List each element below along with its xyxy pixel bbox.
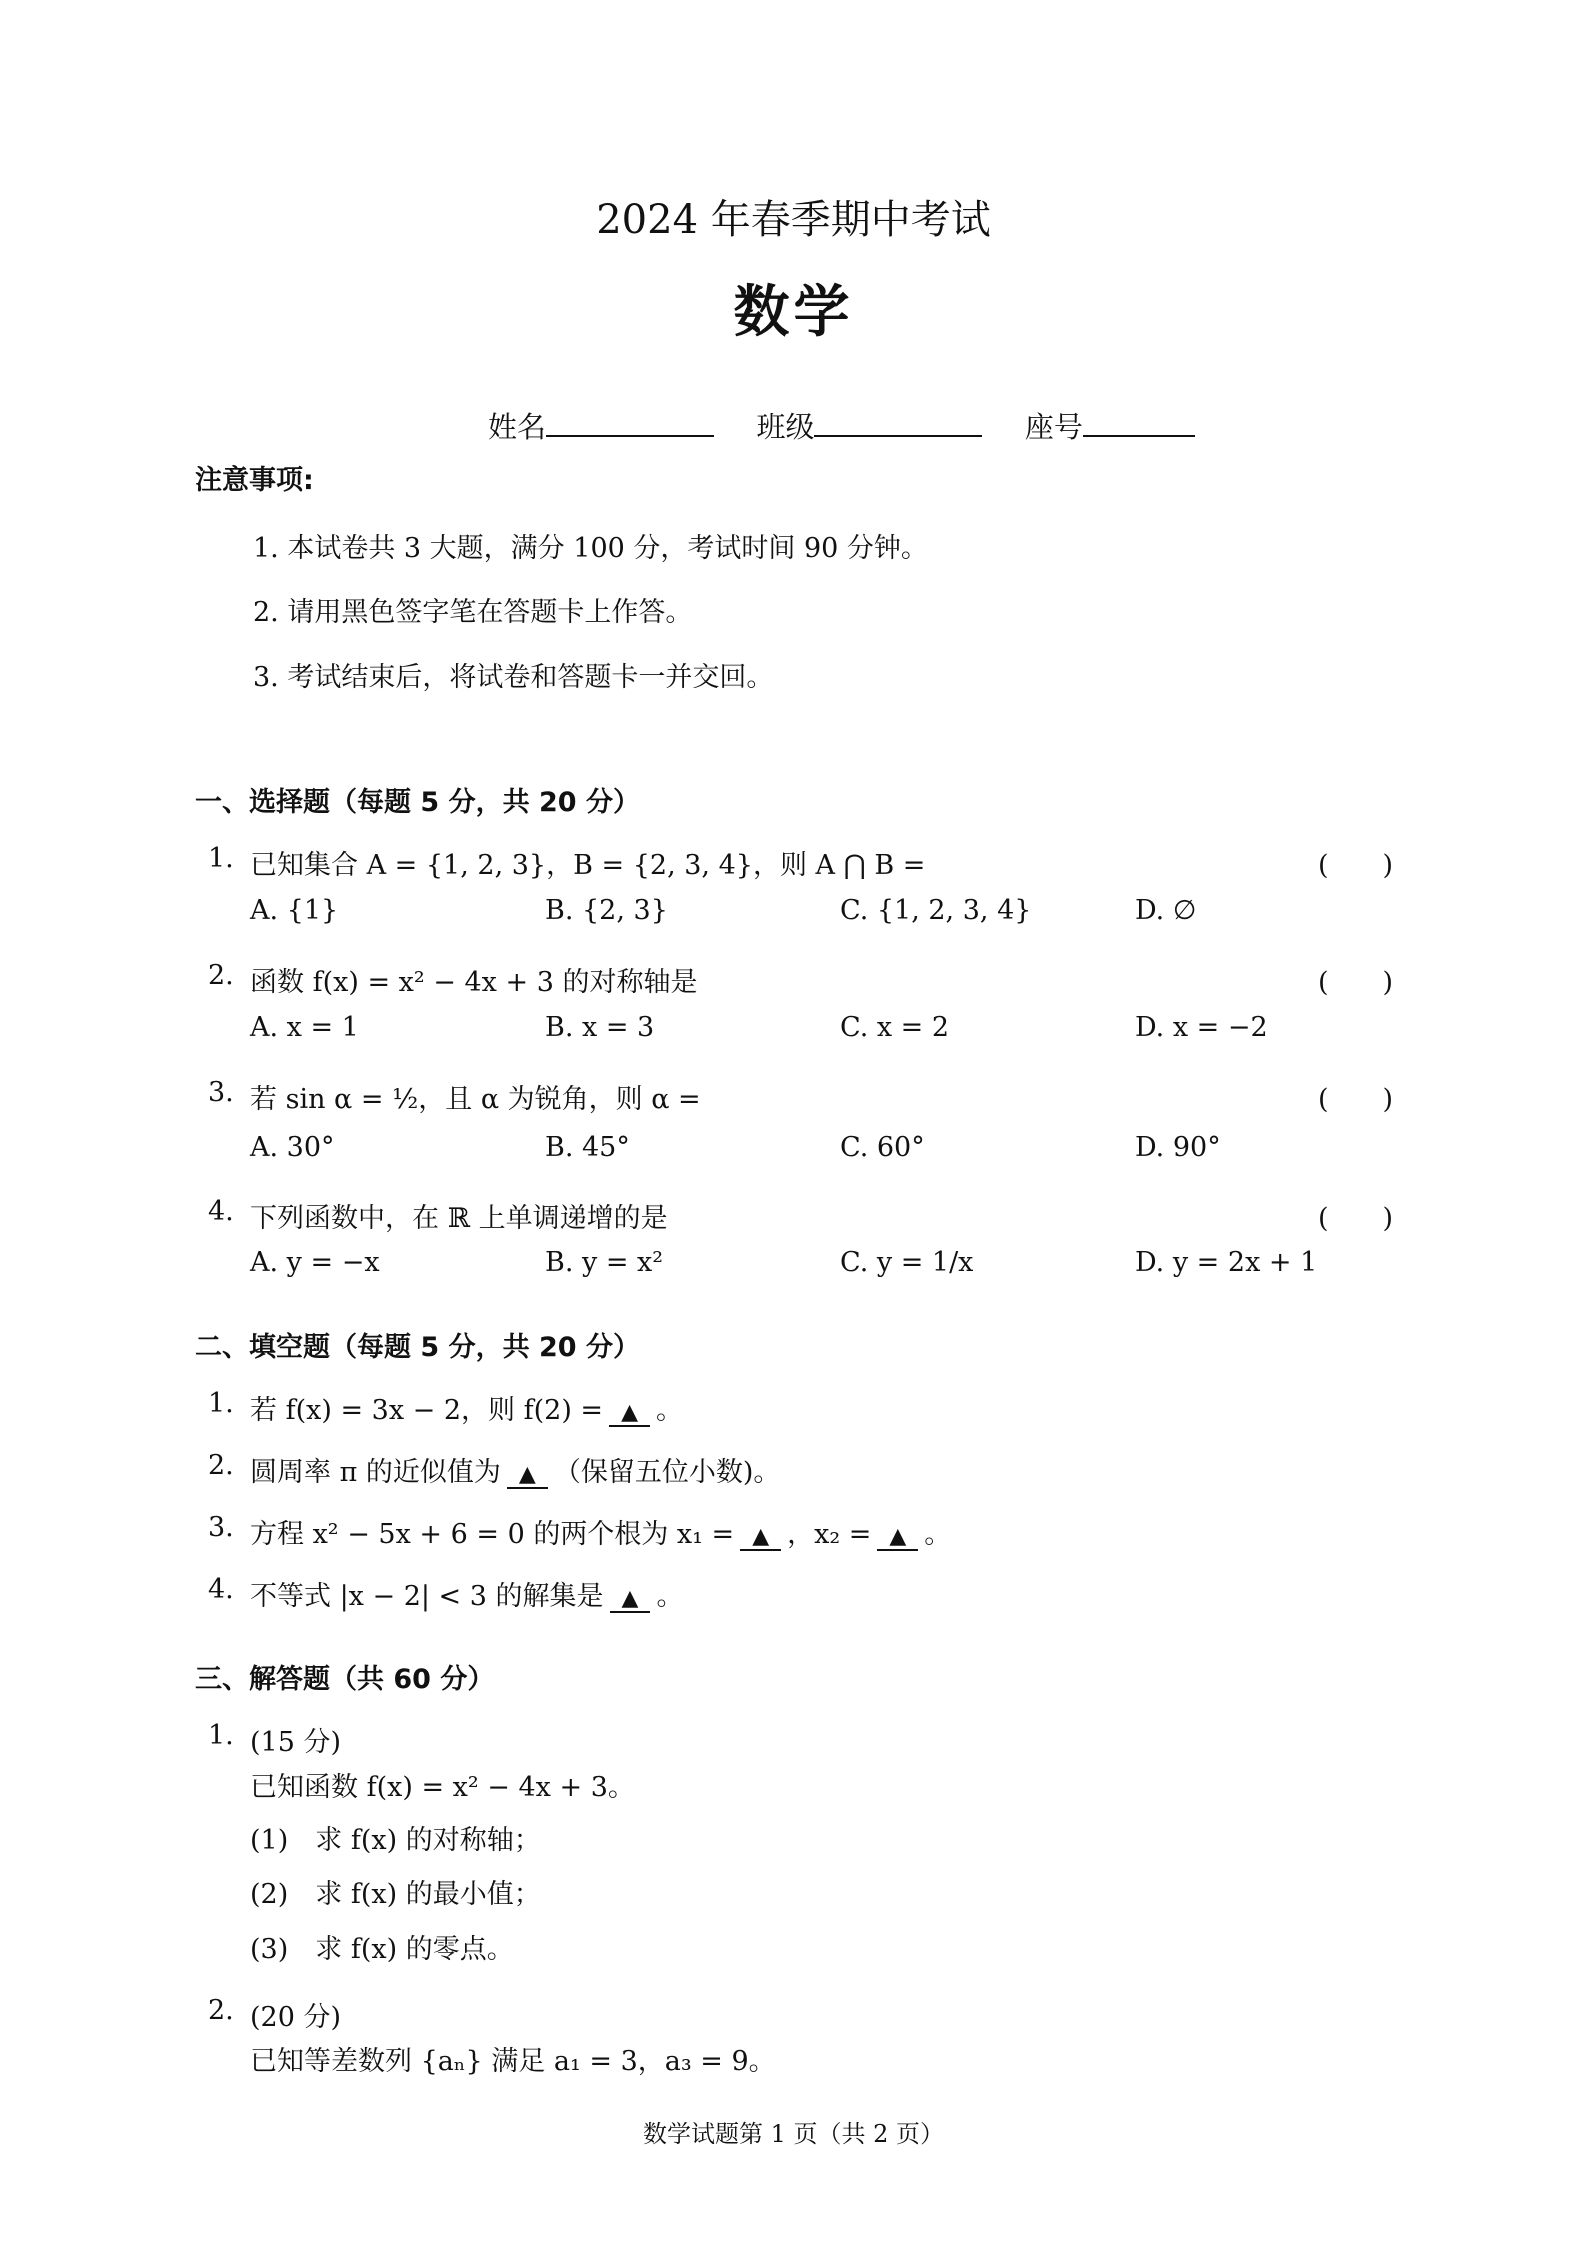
answer-blank[interactable]: ▲ <box>507 1462 548 1489</box>
exam-title: 2024 年春季期中考试 <box>596 197 991 243</box>
option-c: C. 60° <box>840 1132 925 1163</box>
student-info-row <box>488 405 1195 446</box>
fill-question <box>250 1388 683 1427</box>
question-number: 2. <box>208 960 234 991</box>
section2-heading: 二、填空题（每题 5 分，共 20 分） <box>195 1332 640 1363</box>
question-number: 2. <box>208 1995 234 2026</box>
question-points: (20 分) <box>250 2002 342 2033</box>
fill-text: 圆周率 π 的近似值为 <box>250 1457 501 1488</box>
option-a: A. x = 1 <box>250 1012 359 1043</box>
question-text: 函数 f(x) = x² − 4x + 3 的对称轴是 <box>250 967 698 998</box>
fill-question <box>250 1450 780 1489</box>
option-c: C. {1, 2, 3, 4} <box>840 895 1032 926</box>
note-item: 3. 考试结束后，将试卷和答题卡一并交回。 <box>253 662 774 693</box>
question-text: 下列函数中，在 ℝ 上单调递增的是 <box>250 1203 668 1234</box>
option-a: A. {1} <box>250 895 339 926</box>
question-points: (15 分) <box>250 1727 342 1758</box>
fill-text: ，x₂ = <box>787 1519 872 1550</box>
question-text: 若 sin α = ½，且 α 为锐角，则 α = <box>250 1084 701 1115</box>
fill-text: 。 <box>655 1395 683 1426</box>
option-d: D. ∅ <box>1135 895 1197 926</box>
answer-blank[interactable]: ▲ <box>877 1524 918 1551</box>
fill-question <box>250 1512 951 1551</box>
option-a: A. y = −x <box>250 1247 380 1278</box>
answer-blank[interactable]: ▲ <box>610 1586 651 1613</box>
class-label: 班级 <box>756 410 815 444</box>
answer-blank[interactable]: ▲ <box>740 1524 781 1551</box>
section1-heading: 一、选择题（每题 5 分，共 20 分） <box>195 787 640 818</box>
fill-text: 不等式 |x − 2| < 3 的解集是 <box>250 1581 604 1612</box>
seat-field[interactable] <box>1083 405 1195 437</box>
seat-label: 座号 <box>1024 410 1083 444</box>
subject-title: 数学 <box>733 280 854 345</box>
question-number: 1. <box>208 843 234 874</box>
sub-question: (1) 求 f(x) 的对称轴； <box>250 1825 541 1856</box>
question-text: 已知集合 A = {1, 2, 3}，B = {2, 3, 4}，则 A ⋂ B = <box>250 850 926 881</box>
option-d: D. x = −2 <box>1135 1012 1268 1043</box>
answer-paren: ( ) <box>1318 850 1394 881</box>
fill-text: 。 <box>656 1581 684 1612</box>
note-item: 1. 本试卷共 3 大题，满分 100 分，考试时间 90 分钟。 <box>253 533 928 564</box>
answer-paren: ( ) <box>1318 1084 1394 1115</box>
answer-paren: ( ) <box>1318 967 1394 998</box>
option-d: D. y = 2x + 1 <box>1135 1247 1318 1278</box>
note-item: 2. 请用黑色签字笔在答题卡上作答。 <box>253 597 693 628</box>
option-a: A. 30° <box>250 1132 335 1163</box>
question-number: 4. <box>208 1196 234 1227</box>
question-stem: 已知函数 f(x) = x² − 4x + 3。 <box>250 1772 635 1803</box>
class-field[interactable] <box>814 405 982 437</box>
option-b: B. 45° <box>545 1132 630 1163</box>
question-number: 1. <box>208 1388 234 1419</box>
fill-text: 方程 x² − 5x + 6 = 0 的两个根为 x₁ = <box>250 1519 735 1550</box>
sub-question: (2) 求 f(x) 的最小值； <box>250 1879 541 1910</box>
answer-blank[interactable]: ▲ <box>609 1400 650 1427</box>
fill-text: 。 <box>924 1519 952 1550</box>
fill-text: （保留五位小数)。 <box>553 1457 781 1488</box>
section3-heading: 三、解答题（共 60 分） <box>195 1664 495 1695</box>
page-footer: 数学试题第 1 页（共 2 页） <box>642 2120 945 2148</box>
option-d: D. 90° <box>1135 1132 1221 1163</box>
question-stem: 已知等差数列 {aₙ} 满足 a₁ = 3，a₃ = 9。 <box>250 2046 776 2077</box>
name-field[interactable] <box>546 405 714 437</box>
option-b: B. y = x² <box>545 1247 664 1278</box>
sub-question: (3) 求 f(x) 的零点。 <box>250 1934 514 1965</box>
name-label: 姓名 <box>488 410 547 444</box>
notes-heading: 注意事项: <box>195 465 314 496</box>
question-number: 1. <box>208 1720 234 1751</box>
option-c: C. x = 2 <box>840 1012 950 1043</box>
option-c: C. y = 1/x <box>840 1247 974 1278</box>
answer-paren: ( ) <box>1318 1203 1394 1234</box>
fill-question <box>250 1574 683 1613</box>
fill-text: 若 f(x) = 3x − 2，则 f(2) = <box>250 1395 604 1426</box>
question-number: 4. <box>208 1574 234 1605</box>
option-b: B. x = 3 <box>545 1012 655 1043</box>
question-number: 2. <box>208 1450 234 1481</box>
question-number: 3. <box>208 1512 234 1543</box>
option-b: B. {2, 3} <box>545 895 668 926</box>
question-number: 3. <box>208 1077 234 1108</box>
